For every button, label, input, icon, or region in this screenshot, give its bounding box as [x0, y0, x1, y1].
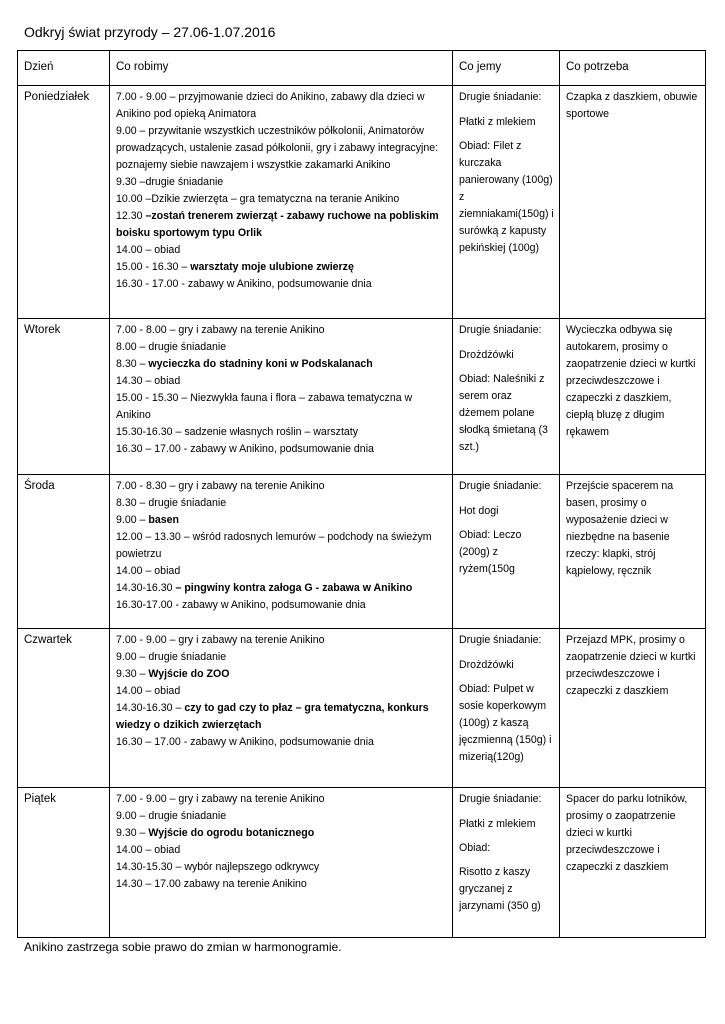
activity-text: 7.00 - 9.00 – gry i zabawy na terenie Anikino	[116, 793, 325, 805]
activity-text: 16.30 – 17.00 - zabawy w Anikino, podsumowanie dnia	[116, 736, 374, 748]
activity-item	[116, 242, 447, 259]
activity-text: 9.00 – przywitanie wszystkich uczestników półkolonii, Animatorów prowadzących, ustalenie zasad półkolonii, gry i zabawy integracyjne: poznajemy siebie nawzajem i wszystkie zakamarki Anikino	[116, 125, 439, 171]
activity-item	[116, 649, 447, 666]
table-header-row	[18, 51, 706, 86]
activity-text: 9.30 –drugie śniadanie	[116, 176, 224, 188]
activity-item	[116, 842, 447, 859]
activities-cell	[110, 86, 453, 319]
activity-item	[116, 666, 447, 683]
activity-item	[116, 441, 447, 458]
footer-note: Anikino zastrzega sobie prawo do zmian w harmonogramie.	[24, 940, 342, 954]
meal-item: Drugie śniadanie:	[459, 793, 542, 805]
activity-item	[116, 700, 447, 734]
meal-item: Drugie śniadanie:	[459, 634, 542, 646]
activity-text: 8.30 – drugie śniadanie	[116, 497, 227, 509]
day-name: Środa	[18, 475, 110, 629]
activity-item	[116, 808, 447, 825]
header-activities: Co robimy	[110, 51, 453, 86]
meal-item: Risotto z kaszy gryczanej z jarzynami (350 g)	[459, 866, 541, 912]
meals-cell	[453, 319, 560, 475]
meals-cell	[453, 788, 560, 938]
activity-text: 14.00 – obiad	[116, 565, 181, 577]
activity-text: 16.30 – 17.00 - zabawy w Anikino, podsumowanie dnia	[116, 443, 374, 455]
table-row	[18, 319, 706, 475]
activity-highlight: czy to gad czy to płaz – gra tematyczna, konkurs wiedzy o dzikich zwierzętach	[116, 702, 429, 731]
needs-cell: Przejazd MPK, prosimy o zaopatrzenie dzieci w kurtki przeciwdeszczowe i czapeczki z daszkiem	[560, 629, 706, 788]
needs-cell: Wycieczka odbywa się autokarem, prosimy o zaopatrzenie dzieci w kurtki przeciwdeszczowe i czapeczki z daszkiem, ciepłą bluzę z długim rękawem	[560, 319, 706, 475]
activity-text: 10.00 –Dzikie zwierzęta – gra tematyczna na teranie Anikino	[116, 193, 400, 205]
activity-text: 14.00 – obiad	[116, 244, 181, 256]
header-needs: Co potrzeba	[560, 51, 706, 86]
activities-cell	[110, 629, 453, 788]
activity-highlight: warsztaty moje ulubione zwierzę	[190, 261, 354, 273]
activity-item	[116, 276, 447, 293]
header-meals: Co jemy	[453, 51, 560, 86]
activities-cell	[110, 319, 453, 475]
activities-cell	[110, 475, 453, 629]
activity-item	[116, 208, 447, 242]
activity-text: 8.00 – drugie śniadanie	[116, 341, 227, 353]
meal-item: Płatki z mlekiem	[459, 818, 536, 830]
activity-item	[116, 512, 447, 529]
activity-text: 12.00 – 13.30 – wśród radosnych lemurów – podchody na świeżym powietrzu	[116, 531, 432, 560]
activity-text: 14.30-15.30 – wybór najlepszego odkrywcy	[116, 861, 320, 873]
meal-item: Obiad:	[459, 842, 491, 854]
meal-item: Obiad: Filet z kurczaka panierowany (100g) z ziemniakami(150g) i surówką z kapusty pekińskiej (100g)	[459, 140, 554, 254]
activity-item	[116, 859, 447, 876]
needs-cell: Spacer do parku lotników, prosimy o zaopatrzenie dzieci w kurtki przeciwdeszczowe i czapeczki z daszkiem	[560, 788, 706, 938]
activity-text: 14.30-16.30 –	[116, 702, 185, 714]
activity-text: 16.30-17.00 - zabawy w Anikino, podsumowanie dnia	[116, 599, 366, 611]
activity-text: 9.30 –	[116, 827, 149, 839]
activity-text: 12.30	[116, 210, 146, 222]
activity-text: 9.00 – drugie śniadanie	[116, 810, 227, 822]
activity-text: 15.00 - 16.30 –	[116, 261, 191, 273]
activity-text: 9.00 – drugie śniadanie	[116, 651, 227, 663]
table-row	[18, 788, 706, 938]
needs-cell: Przejście spacerem na basen, prosimy o wyposażenie dzieci w niezbędne na basenie rzeczy: klapki, strój kąpielowy, ręcznik	[560, 475, 706, 629]
activity-highlight: – pingwiny kontra załoga G - zabawa w Anikino	[175, 582, 413, 594]
activity-text: 9.00 –	[116, 514, 149, 526]
activity-item	[116, 563, 447, 580]
activity-item	[116, 89, 447, 123]
activity-item	[116, 390, 447, 424]
meal-item: Drożdżówki	[459, 659, 514, 671]
activity-item	[116, 373, 447, 390]
activity-highlight: Wyjście do ogrodu botanicznego	[148, 827, 315, 839]
activity-text: 7.00 - 8.30 – gry i zabawy na terenie Anikino	[116, 480, 325, 492]
day-name: Piątek	[18, 788, 110, 938]
activity-text: 14.00 – obiad	[116, 844, 181, 856]
activity-item	[116, 597, 447, 614]
activity-highlight: Wyjście do ZOO	[148, 668, 230, 680]
meals-cell	[453, 629, 560, 788]
activity-text: 16.30 - 17.00 - zabawy w Anikino, podsumowanie dnia	[116, 278, 372, 290]
schedule-table	[17, 50, 706, 938]
activity-text: 15.30-16.30 – sadzenie własnych roślin – warsztaty	[116, 426, 359, 438]
activity-highlight: basen	[148, 514, 180, 526]
activity-item	[116, 191, 447, 208]
table-row	[18, 475, 706, 629]
activity-item	[116, 791, 447, 808]
activity-text: 7.00 - 8.00 – gry i zabawy na terenie Anikino	[116, 324, 325, 336]
activity-item	[116, 478, 447, 495]
needs-cell: Czapka z daszkiem, obuwie sportowe	[560, 86, 706, 319]
meal-item: Płatki z mlekiem	[459, 116, 536, 128]
table-row	[18, 86, 706, 319]
day-name: Czwartek	[18, 629, 110, 788]
header-day: Dzień	[18, 51, 110, 86]
document-title: Odkryj świat przyrody – 27.06-1.07.2016	[24, 24, 276, 40]
activity-text: 8.30 –	[116, 358, 149, 370]
activity-text: 15.00 - 15.30 – Niezwykła fauna i flora – zabawa tematyczna w Anikino	[116, 392, 413, 421]
activity-item	[116, 174, 447, 191]
activity-item	[116, 495, 447, 512]
activities-cell	[110, 788, 453, 938]
activity-text: 9.30 –	[116, 668, 149, 680]
meals-cell	[453, 475, 560, 629]
day-name: Wtorek	[18, 319, 110, 475]
activity-highlight: –zostań trenerem zwierząt - zabawy ruchowe na pobliskim boisku sportowym typu Orlik	[116, 210, 439, 239]
activity-item	[116, 322, 447, 339]
activity-item	[116, 529, 447, 563]
meal-item: Obiad: Pulpet w sosie koperkowym (100g) z kaszą jęczmienną (150g) i mizerią(120g)	[459, 683, 552, 763]
meal-item: Hot dogi	[459, 505, 499, 517]
activity-item	[116, 825, 447, 842]
activity-item	[116, 580, 447, 597]
activity-item	[116, 876, 447, 893]
meal-item: Obiad: Leczo (200g) z ryżem(150g	[459, 529, 522, 575]
table-row	[18, 629, 706, 788]
activity-highlight: wycieczka do stadniny koni w Podskalanach	[148, 358, 373, 370]
activity-text: 7.00 - 9.00 – gry i zabawy na terenie Anikino	[116, 634, 325, 646]
activity-item	[116, 123, 447, 174]
day-name: Poniedziałek	[18, 86, 110, 319]
meal-item: Obiad: Naleśniki z serem oraz dżemem polane słodką śmietaną (3 szt.)	[459, 373, 548, 453]
activity-text: 14.30-16.30	[116, 582, 176, 594]
activity-text: 14.00 – obiad	[116, 685, 181, 697]
meal-item: Drugie śniadanie:	[459, 480, 542, 492]
activity-item	[116, 424, 447, 441]
meal-item: Drożdżówki	[459, 349, 514, 361]
activity-text: 7.00 - 9.00 – przyjmowanie dzieci do Anikino, zabawy dla dzieci w Anikino pod opieką Animatora	[116, 91, 425, 120]
activity-item	[116, 356, 447, 373]
meal-item: Drugie śniadanie:	[459, 91, 542, 103]
activity-text: 14.30 – 17.00 zabawy na terenie Anikino	[116, 878, 307, 890]
activity-item	[116, 632, 447, 649]
meal-item: Drugie śniadanie:	[459, 324, 542, 336]
activity-text: 14.30 – obiad	[116, 375, 181, 387]
meals-cell	[453, 86, 560, 319]
activity-item	[116, 259, 447, 276]
activity-item	[116, 339, 447, 356]
activity-item	[116, 734, 447, 751]
activity-item	[116, 683, 447, 700]
